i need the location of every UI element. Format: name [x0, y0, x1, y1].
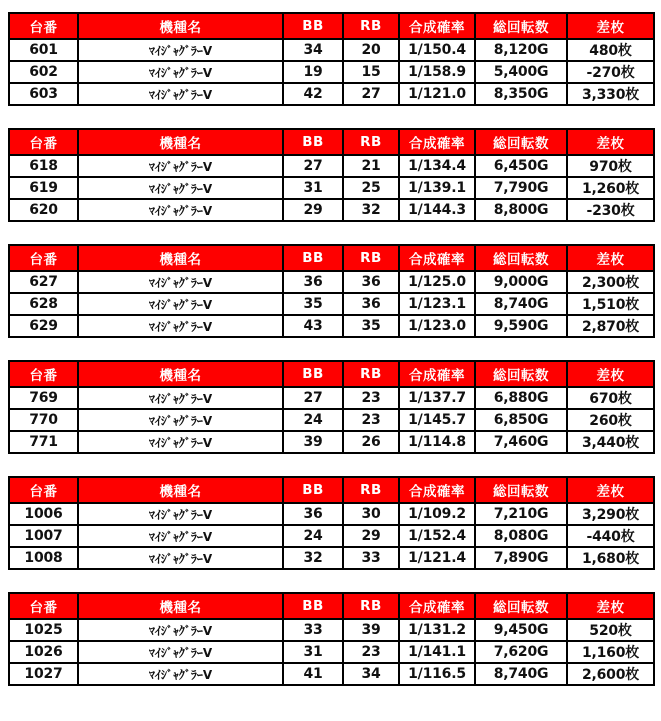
cell-combined-rate: 1/134.4 — [399, 155, 475, 177]
cell-bb: 36 — [283, 503, 343, 525]
cell-machine-number: 1006 — [9, 503, 78, 525]
cell-machine-number: 1025 — [9, 619, 78, 641]
cell-rb: 32 — [343, 199, 399, 221]
header-row — [9, 593, 654, 619]
cell-total-spins: 8,740G — [475, 663, 567, 685]
cell-total-spins: 8,350G — [475, 83, 567, 105]
cell-model-name: ﾏｲｼﾞｬｸﾞﾗｰV — [78, 525, 283, 547]
cell-rb: 23 — [343, 641, 399, 663]
cell-total-spins: 6,450G — [475, 155, 567, 177]
header-row — [9, 477, 654, 503]
cell-machine-number: 601 — [9, 39, 78, 61]
cell-machine-number: 602 — [9, 61, 78, 83]
col-header-combined-rate: 合成確率 — [399, 477, 475, 503]
col-header-model-name: 機種名 — [78, 361, 283, 387]
cell-rb: 33 — [343, 547, 399, 569]
cell-machine-number: 603 — [9, 83, 78, 105]
table-row — [9, 155, 654, 177]
cell-combined-rate: 1/125.0 — [399, 271, 475, 293]
col-header-combined-rate: 合成確率 — [399, 593, 475, 619]
table-row — [9, 641, 654, 663]
col-header-total-spins: 総回転数 — [475, 13, 567, 39]
cell-machine-number: 1027 — [9, 663, 78, 685]
col-header-diff-medals: 差枚 — [567, 245, 654, 271]
cell-diff-medals: 2,300枚 — [567, 271, 654, 293]
col-header-rb: RB — [343, 593, 399, 619]
col-header-diff-medals: 差枚 — [567, 129, 654, 155]
col-header-combined-rate: 合成確率 — [399, 245, 475, 271]
cell-rb: 34 — [343, 663, 399, 685]
cell-total-spins: 8,740G — [475, 293, 567, 315]
cell-bb: 43 — [283, 315, 343, 337]
col-header-machine-number: 台番 — [9, 361, 78, 387]
cell-combined-rate: 1/139.1 — [399, 177, 475, 199]
col-header-diff-medals: 差枚 — [567, 477, 654, 503]
cell-bb: 27 — [283, 155, 343, 177]
table-row — [9, 619, 654, 641]
cell-total-spins: 9,590G — [475, 315, 567, 337]
cell-rb: 20 — [343, 39, 399, 61]
cell-rb: 15 — [343, 61, 399, 83]
cell-total-spins: 8,120G — [475, 39, 567, 61]
cell-machine-number: 629 — [9, 315, 78, 337]
cell-diff-medals: 480枚 — [567, 39, 654, 61]
table-row — [9, 663, 654, 685]
cell-model-name: ﾏｲｼﾞｬｸﾞﾗｰV — [78, 641, 283, 663]
cell-model-name: ﾏｲｼﾞｬｸﾞﾗｰV — [78, 547, 283, 569]
cell-bb: 36 — [283, 271, 343, 293]
cell-bb: 19 — [283, 61, 343, 83]
cell-rb: 36 — [343, 271, 399, 293]
cell-model-name: ﾏｲｼﾞｬｸﾞﾗｰV — [78, 271, 283, 293]
cell-combined-rate: 1/123.1 — [399, 293, 475, 315]
cell-bb: 33 — [283, 619, 343, 641]
cell-machine-number: 1026 — [9, 641, 78, 663]
cell-bb: 31 — [283, 641, 343, 663]
machine-data-table — [8, 244, 655, 338]
cell-machine-number: 771 — [9, 431, 78, 453]
cell-rb: 23 — [343, 387, 399, 409]
cell-total-spins: 7,890G — [475, 547, 567, 569]
cell-diff-medals: 3,290枚 — [567, 503, 654, 525]
machine-data-table — [8, 360, 655, 454]
cell-machine-number: 618 — [9, 155, 78, 177]
cell-bb: 24 — [283, 525, 343, 547]
cell-diff-medals: -270枚 — [567, 61, 654, 83]
table-row — [9, 431, 654, 453]
cell-model-name: ﾏｲｼﾞｬｸﾞﾗｰV — [78, 387, 283, 409]
cell-rb: 35 — [343, 315, 399, 337]
cell-combined-rate: 1/121.0 — [399, 83, 475, 105]
cell-combined-rate: 1/131.2 — [399, 619, 475, 641]
col-header-total-spins: 総回転数 — [475, 593, 567, 619]
col-header-rb: RB — [343, 13, 399, 39]
col-header-diff-medals: 差枚 — [567, 593, 654, 619]
cell-diff-medals: 670枚 — [567, 387, 654, 409]
table-row — [9, 409, 654, 431]
cell-total-spins: 7,460G — [475, 431, 567, 453]
col-header-bb: BB — [283, 129, 343, 155]
cell-combined-rate: 1/137.7 — [399, 387, 475, 409]
cell-machine-number: 1007 — [9, 525, 78, 547]
col-header-total-spins: 総回転数 — [475, 245, 567, 271]
cell-total-spins: 8,800G — [475, 199, 567, 221]
machine-data-table — [8, 12, 655, 106]
col-header-total-spins: 総回転数 — [475, 129, 567, 155]
cell-combined-rate: 1/109.2 — [399, 503, 475, 525]
cell-bb: 35 — [283, 293, 343, 315]
cell-diff-medals: 2,870枚 — [567, 315, 654, 337]
table-row — [9, 199, 654, 221]
cell-total-spins: 7,210G — [475, 503, 567, 525]
cell-bb: 29 — [283, 199, 343, 221]
table-row — [9, 177, 654, 199]
cell-diff-medals: 1,260枚 — [567, 177, 654, 199]
cell-diff-medals: 520枚 — [567, 619, 654, 641]
cell-rb: 30 — [343, 503, 399, 525]
cell-total-spins: 8,080G — [475, 525, 567, 547]
cell-machine-number: 619 — [9, 177, 78, 199]
cell-machine-number: 620 — [9, 199, 78, 221]
table-row — [9, 83, 654, 105]
table-row — [9, 525, 654, 547]
table-row — [9, 315, 654, 337]
cell-total-spins: 7,790G — [475, 177, 567, 199]
cell-machine-number: 770 — [9, 409, 78, 431]
header-row — [9, 245, 654, 271]
cell-rb: 39 — [343, 619, 399, 641]
col-header-bb: BB — [283, 13, 343, 39]
col-header-machine-number: 台番 — [9, 477, 78, 503]
col-header-model-name: 機種名 — [78, 477, 283, 503]
machine-data-table — [8, 592, 655, 686]
cell-model-name: ﾏｲｼﾞｬｸﾞﾗｰV — [78, 293, 283, 315]
cell-machine-number: 1008 — [9, 547, 78, 569]
cell-model-name: ﾏｲｼﾞｬｸﾞﾗｰV — [78, 315, 283, 337]
cell-total-spins: 6,850G — [475, 409, 567, 431]
cell-combined-rate: 1/150.4 — [399, 39, 475, 61]
col-header-diff-medals: 差枚 — [567, 361, 654, 387]
cell-model-name: ﾏｲｼﾞｬｸﾞﾗｰV — [78, 39, 283, 61]
col-header-model-name: 機種名 — [78, 593, 283, 619]
header-row — [9, 361, 654, 387]
cell-model-name: ﾏｲｼﾞｬｸﾞﾗｰV — [78, 61, 283, 83]
cell-combined-rate: 1/121.4 — [399, 547, 475, 569]
cell-model-name: ﾏｲｼﾞｬｸﾞﾗｰV — [78, 83, 283, 105]
cell-total-spins: 9,450G — [475, 619, 567, 641]
cell-diff-medals: 970枚 — [567, 155, 654, 177]
col-header-rb: RB — [343, 245, 399, 271]
cell-bb: 34 — [283, 39, 343, 61]
col-header-combined-rate: 合成確率 — [399, 13, 475, 39]
col-header-model-name: 機種名 — [78, 129, 283, 155]
col-header-rb: RB — [343, 129, 399, 155]
cell-diff-medals: 3,330枚 — [567, 83, 654, 105]
cell-total-spins: 6,880G — [475, 387, 567, 409]
cell-combined-rate: 1/145.7 — [399, 409, 475, 431]
cell-bb: 39 — [283, 431, 343, 453]
cell-combined-rate: 1/144.3 — [399, 199, 475, 221]
cell-model-name: ﾏｲｼﾞｬｸﾞﾗｰV — [78, 663, 283, 685]
machine-data-table — [8, 128, 655, 222]
cell-total-spins: 7,620G — [475, 641, 567, 663]
cell-combined-rate: 1/152.4 — [399, 525, 475, 547]
cell-bb: 32 — [283, 547, 343, 569]
header-row — [9, 13, 654, 39]
col-header-model-name: 機種名 — [78, 13, 283, 39]
cell-bb: 24 — [283, 409, 343, 431]
table-row — [9, 293, 654, 315]
cell-combined-rate: 1/123.0 — [399, 315, 475, 337]
cell-diff-medals: 260枚 — [567, 409, 654, 431]
col-header-bb: BB — [283, 245, 343, 271]
col-header-machine-number: 台番 — [9, 245, 78, 271]
cell-rb: 23 — [343, 409, 399, 431]
cell-model-name: ﾏｲｼﾞｬｸﾞﾗｰV — [78, 155, 283, 177]
cell-combined-rate: 1/114.8 — [399, 431, 475, 453]
cell-diff-medals: 2,600枚 — [567, 663, 654, 685]
cell-model-name: ﾏｲｼﾞｬｸﾞﾗｰV — [78, 177, 283, 199]
table-row — [9, 61, 654, 83]
cell-model-name: ﾏｲｼﾞｬｸﾞﾗｰV — [78, 409, 283, 431]
cell-machine-number: 769 — [9, 387, 78, 409]
cell-rb: 26 — [343, 431, 399, 453]
cell-diff-medals: 1,680枚 — [567, 547, 654, 569]
cell-model-name: ﾏｲｼﾞｬｸﾞﾗｰV — [78, 199, 283, 221]
cell-rb: 25 — [343, 177, 399, 199]
cell-model-name: ﾏｲｼﾞｬｸﾞﾗｰV — [78, 431, 283, 453]
cell-machine-number: 627 — [9, 271, 78, 293]
cell-rb: 27 — [343, 83, 399, 105]
cell-combined-rate: 1/116.5 — [399, 663, 475, 685]
col-header-combined-rate: 合成確率 — [399, 361, 475, 387]
table-row — [9, 547, 654, 569]
col-header-rb: RB — [343, 477, 399, 503]
table-row — [9, 387, 654, 409]
cell-machine-number: 628 — [9, 293, 78, 315]
cell-diff-medals: 3,440枚 — [567, 431, 654, 453]
col-header-machine-number: 台番 — [9, 13, 78, 39]
header-row — [9, 129, 654, 155]
cell-rb: 29 — [343, 525, 399, 547]
cell-total-spins: 9,000G — [475, 271, 567, 293]
cell-diff-medals: -230枚 — [567, 199, 654, 221]
cell-model-name: ﾏｲｼﾞｬｸﾞﾗｰV — [78, 503, 283, 525]
col-header-total-spins: 総回転数 — [475, 477, 567, 503]
cell-diff-medals: -440枚 — [567, 525, 654, 547]
col-header-bb: BB — [283, 593, 343, 619]
table-row — [9, 39, 654, 61]
col-header-diff-medals: 差枚 — [567, 13, 654, 39]
cell-bb: 42 — [283, 83, 343, 105]
cell-rb: 21 — [343, 155, 399, 177]
table-row — [9, 503, 654, 525]
cell-rb: 36 — [343, 293, 399, 315]
cell-diff-medals: 1,160枚 — [567, 641, 654, 663]
col-header-model-name: 機種名 — [78, 245, 283, 271]
col-header-bb: BB — [283, 361, 343, 387]
cell-bb: 41 — [283, 663, 343, 685]
col-header-machine-number: 台番 — [9, 129, 78, 155]
cell-model-name: ﾏｲｼﾞｬｸﾞﾗｰV — [78, 619, 283, 641]
col-header-rb: RB — [343, 361, 399, 387]
table-row — [9, 271, 654, 293]
cell-diff-medals: 1,510枚 — [567, 293, 654, 315]
machine-data-table — [8, 476, 655, 570]
col-header-combined-rate: 合成確率 — [399, 129, 475, 155]
col-header-bb: BB — [283, 477, 343, 503]
cell-bb: 27 — [283, 387, 343, 409]
cell-combined-rate: 1/158.9 — [399, 61, 475, 83]
cell-total-spins: 5,400G — [475, 61, 567, 83]
col-header-total-spins: 総回転数 — [475, 361, 567, 387]
cell-bb: 31 — [283, 177, 343, 199]
cell-combined-rate: 1/141.1 — [399, 641, 475, 663]
col-header-machine-number: 台番 — [9, 593, 78, 619]
